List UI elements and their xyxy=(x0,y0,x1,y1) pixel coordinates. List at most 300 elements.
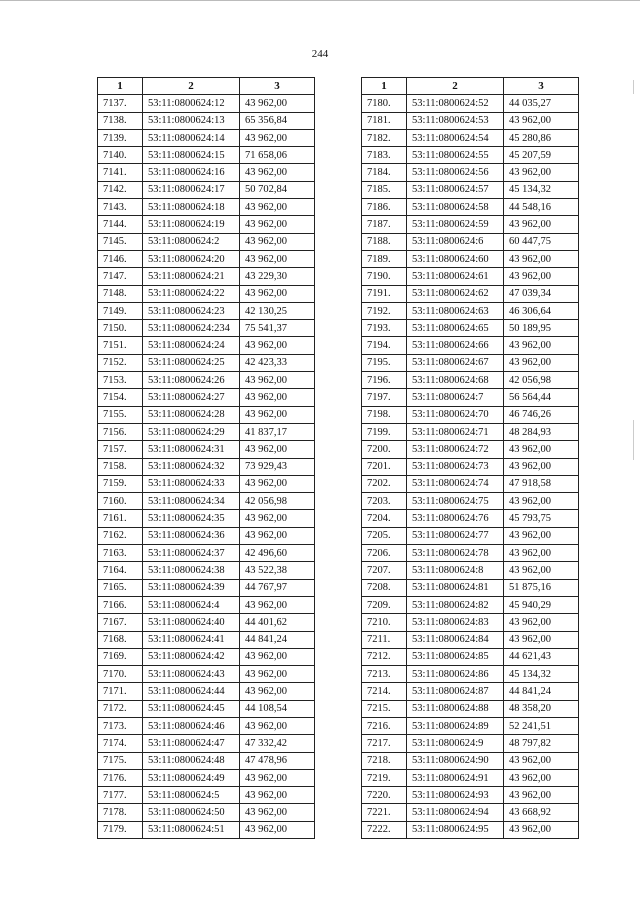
value-cell: 45 134,32 xyxy=(504,666,579,683)
value-cell: 43 668,92 xyxy=(504,804,579,821)
cadastral-number-cell: 53:11:0800624:49 xyxy=(143,769,240,786)
value-cell: 43 962,00 xyxy=(240,372,315,389)
table-row xyxy=(98,302,315,319)
row-number-cell: 7151. xyxy=(98,337,143,354)
cadastral-number-cell: 53:11:0800624:25 xyxy=(143,354,240,371)
table-row xyxy=(98,683,315,700)
scan-top-edge xyxy=(0,0,640,4)
table-row xyxy=(362,527,579,544)
value-cell: 41 837,17 xyxy=(240,423,315,440)
cadastral-number-cell: 53:11:0800624:68 xyxy=(407,372,504,389)
table-row xyxy=(362,372,579,389)
value-cell: 43 962,00 xyxy=(240,683,315,700)
table-row xyxy=(98,700,315,717)
row-number-cell: 7218. xyxy=(362,752,407,769)
row-number-cell: 7146. xyxy=(98,250,143,267)
cadastral-number-cell: 53:11:0800624:54 xyxy=(407,129,504,146)
row-number-cell: 7170. xyxy=(98,666,143,683)
table-row xyxy=(98,475,315,492)
cadastral-number-cell: 53:11:0800624:60 xyxy=(407,250,504,267)
value-cell: 42 056,98 xyxy=(504,372,579,389)
table-row xyxy=(362,354,579,371)
value-cell: 47 918,58 xyxy=(504,475,579,492)
table-row xyxy=(362,631,579,648)
table-row xyxy=(98,320,315,337)
cadastral-number-cell: 53:11:0800624:5 xyxy=(143,787,240,804)
value-cell: 43 962,00 xyxy=(240,666,315,683)
cadastral-number-cell: 53:11:0800624:94 xyxy=(407,804,504,821)
cadastral-number-cell: 53:11:0800624:74 xyxy=(407,475,504,492)
row-number-cell: 7176. xyxy=(98,769,143,786)
table-row xyxy=(362,493,579,510)
table-row xyxy=(362,752,579,769)
row-number-cell: 7174. xyxy=(98,735,143,752)
value-cell: 46 746,26 xyxy=(504,406,579,423)
table-row xyxy=(98,579,315,596)
cadastral-number-cell: 53:11:0800624:23 xyxy=(143,302,240,319)
cadastral-number-cell: 53:11:0800624:67 xyxy=(407,354,504,371)
value-cell: 42 056,98 xyxy=(240,493,315,510)
table-row xyxy=(362,666,579,683)
cadastral-number-cell: 53:11:0800624:12 xyxy=(143,95,240,112)
table-row xyxy=(98,112,315,129)
row-number-cell: 7137. xyxy=(98,95,143,112)
row-number-cell: 7215. xyxy=(362,700,407,717)
table-row xyxy=(362,423,579,440)
row-number-cell: 7214. xyxy=(362,683,407,700)
row-number-cell: 7158. xyxy=(98,458,143,475)
registry-table-right xyxy=(361,77,579,839)
row-number-cell: 7144. xyxy=(98,216,143,233)
value-cell: 43 962,00 xyxy=(240,527,315,544)
row-number-cell: 7147. xyxy=(98,268,143,285)
value-cell: 43 962,00 xyxy=(240,129,315,146)
table-row xyxy=(362,164,579,181)
row-number-cell: 7210. xyxy=(362,614,407,631)
table-header-row xyxy=(98,78,315,95)
table-row xyxy=(98,527,315,544)
value-cell: 42 130,25 xyxy=(240,302,315,319)
cadastral-number-cell: 53:11:0800624:63 xyxy=(407,302,504,319)
cadastral-number-cell: 53:11:0800624:26 xyxy=(143,372,240,389)
value-cell: 43 962,00 xyxy=(504,250,579,267)
cadastral-number-cell: 53:11:0800624:15 xyxy=(143,147,240,164)
cadastral-number-cell: 53:11:0800624:57 xyxy=(407,181,504,198)
row-number-cell: 7168. xyxy=(98,631,143,648)
cadastral-number-cell: 53:11:0800624:62 xyxy=(407,285,504,302)
value-cell: 56 564,44 xyxy=(504,389,579,406)
row-number-cell: 7179. xyxy=(98,821,143,838)
row-number-cell: 7197. xyxy=(362,389,407,406)
cadastral-number-cell: 53:11:0800624:7 xyxy=(407,389,504,406)
row-number-cell: 7172. xyxy=(98,700,143,717)
cadastral-number-cell: 53:11:0800624:72 xyxy=(407,441,504,458)
value-cell: 43 962,00 xyxy=(240,164,315,181)
value-cell: 43 962,00 xyxy=(504,821,579,838)
cadastral-number-cell: 53:11:0800624:34 xyxy=(143,493,240,510)
value-cell: 65 356,84 xyxy=(240,112,315,129)
value-cell: 45 134,32 xyxy=(504,181,579,198)
table-row xyxy=(98,752,315,769)
row-number-cell: 7160. xyxy=(98,493,143,510)
table-row xyxy=(362,821,579,838)
value-cell: 73 929,43 xyxy=(240,458,315,475)
value-cell: 43 962,00 xyxy=(504,112,579,129)
table-row xyxy=(98,268,315,285)
value-cell: 44 548,16 xyxy=(504,199,579,216)
table-row xyxy=(98,821,315,838)
value-cell: 60 447,75 xyxy=(504,233,579,250)
row-number-cell: 7191. xyxy=(362,285,407,302)
row-number-cell: 7183. xyxy=(362,147,407,164)
table-row xyxy=(362,216,579,233)
value-cell: 43 962,00 xyxy=(504,216,579,233)
table-row xyxy=(98,493,315,510)
row-number-cell: 7189. xyxy=(362,250,407,267)
table-row xyxy=(98,510,315,527)
value-cell: 44 841,24 xyxy=(240,631,315,648)
row-number-cell: 7195. xyxy=(362,354,407,371)
row-number-cell: 7190. xyxy=(362,268,407,285)
cadastral-number-cell: 53:11:0800624:82 xyxy=(407,596,504,613)
row-number-cell: 7159. xyxy=(98,475,143,492)
value-cell: 50 189,95 xyxy=(504,320,579,337)
cadastral-number-cell: 53:11:0800624:75 xyxy=(407,493,504,510)
cadastral-number-cell: 53:11:0800624:42 xyxy=(143,648,240,665)
cadastral-number-cell: 53:11:0800624:19 xyxy=(143,216,240,233)
row-number-cell: 7149. xyxy=(98,302,143,319)
cadastral-number-cell: 53:11:0800624:45 xyxy=(143,700,240,717)
table-row xyxy=(98,233,315,250)
value-cell: 43 962,00 xyxy=(504,545,579,562)
value-cell: 43 522,38 xyxy=(240,562,315,579)
row-number-cell: 7143. xyxy=(98,199,143,216)
cadastral-number-cell: 53:11:0800624:234 xyxy=(143,320,240,337)
table-row xyxy=(362,302,579,319)
value-cell: 43 962,00 xyxy=(504,787,579,804)
value-cell: 43 962,00 xyxy=(240,95,315,112)
value-cell: 43 962,00 xyxy=(240,804,315,821)
row-number-cell: 7205. xyxy=(362,527,407,544)
value-cell: 47 332,42 xyxy=(240,735,315,752)
value-cell: 47 478,96 xyxy=(240,752,315,769)
cadastral-number-cell: 53:11:0800624:32 xyxy=(143,458,240,475)
value-cell: 42 423,33 xyxy=(240,354,315,371)
value-cell: 45 793,75 xyxy=(504,510,579,527)
row-number-cell: 7169. xyxy=(98,648,143,665)
row-number-cell: 7188. xyxy=(362,233,407,250)
value-cell: 45 280,86 xyxy=(504,129,579,146)
row-number-cell: 7139. xyxy=(98,129,143,146)
value-cell: 46 306,64 xyxy=(504,302,579,319)
registry-table-left xyxy=(97,77,315,839)
cadastral-number-cell: 53:11:0800624:47 xyxy=(143,735,240,752)
cadastral-number-cell: 53:11:0800624:21 xyxy=(143,268,240,285)
value-cell: 42 496,60 xyxy=(240,545,315,562)
table-row xyxy=(362,112,579,129)
cadastral-number-cell: 53:11:0800624:95 xyxy=(407,821,504,838)
value-cell: 43 962,00 xyxy=(504,614,579,631)
row-number-cell: 7152. xyxy=(98,354,143,371)
value-cell: 48 284,93 xyxy=(504,423,579,440)
row-number-cell: 7200. xyxy=(362,441,407,458)
cadastral-number-cell: 53:11:0800624:39 xyxy=(143,579,240,596)
table-row xyxy=(362,562,579,579)
table-row xyxy=(98,804,315,821)
value-cell: 44 108,54 xyxy=(240,700,315,717)
row-number-cell: 7154. xyxy=(98,389,143,406)
value-cell: 43 962,00 xyxy=(504,441,579,458)
row-number-cell: 7222. xyxy=(362,821,407,838)
cadastral-number-cell: 53:11:0800624:51 xyxy=(143,821,240,838)
value-cell: 43 229,30 xyxy=(240,268,315,285)
row-number-cell: 7141. xyxy=(98,164,143,181)
table-row xyxy=(362,181,579,198)
row-number-cell: 7207. xyxy=(362,562,407,579)
cadastral-number-cell: 53:11:0800624:44 xyxy=(143,683,240,700)
cadastral-number-cell: 53:11:0800624:14 xyxy=(143,129,240,146)
row-number-cell: 7175. xyxy=(98,752,143,769)
row-number-cell: 7213. xyxy=(362,666,407,683)
value-cell: 43 962,00 xyxy=(504,493,579,510)
cadastral-number-cell: 53:11:0800624:52 xyxy=(407,95,504,112)
value-cell: 75 541,37 xyxy=(240,320,315,337)
cadastral-number-cell: 53:11:0800624:20 xyxy=(143,250,240,267)
cadastral-number-cell: 53:11:0800624:36 xyxy=(143,527,240,544)
table-row xyxy=(362,268,579,285)
cadastral-number-cell: 53:11:0800624:46 xyxy=(143,717,240,734)
table-row xyxy=(362,320,579,337)
row-number-cell: 7204. xyxy=(362,510,407,527)
row-number-cell: 7163. xyxy=(98,545,143,562)
table-row xyxy=(98,562,315,579)
table-row xyxy=(98,285,315,302)
cadastral-number-cell: 53:11:0800624:6 xyxy=(407,233,504,250)
cadastral-number-cell: 53:11:0800624:2 xyxy=(143,233,240,250)
table-row xyxy=(362,233,579,250)
value-cell: 44 401,62 xyxy=(240,614,315,631)
cadastral-number-cell: 53:11:0800624:28 xyxy=(143,406,240,423)
value-cell: 43 962,00 xyxy=(240,821,315,838)
value-cell: 43 962,00 xyxy=(240,475,315,492)
value-cell: 48 358,20 xyxy=(504,700,579,717)
table-row xyxy=(98,337,315,354)
value-cell: 43 962,00 xyxy=(240,233,315,250)
row-number-cell: 7156. xyxy=(98,423,143,440)
table-row xyxy=(362,579,579,596)
cadastral-number-cell: 53:11:0800624:91 xyxy=(407,769,504,786)
value-cell: 47 039,34 xyxy=(504,285,579,302)
cadastral-number-cell: 53:11:0800624:77 xyxy=(407,527,504,544)
cadastral-number-cell: 53:11:0800624:33 xyxy=(143,475,240,492)
column-header-value: 3 xyxy=(504,78,579,95)
value-cell: 43 962,00 xyxy=(504,631,579,648)
scan-edge-mark xyxy=(633,420,634,460)
value-cell: 50 702,84 xyxy=(240,181,315,198)
row-number-cell: 7182. xyxy=(362,129,407,146)
cadastral-number-cell: 53:11:0800624:73 xyxy=(407,458,504,475)
value-cell: 44 621,43 xyxy=(504,648,579,665)
row-number-cell: 7148. xyxy=(98,285,143,302)
value-cell: 44 035,27 xyxy=(504,95,579,112)
cadastral-number-cell: 53:11:0800624:59 xyxy=(407,216,504,233)
cadastral-number-cell: 53:11:0800624:16 xyxy=(143,164,240,181)
table-row xyxy=(362,441,579,458)
column-header-cadastral: 2 xyxy=(143,78,240,95)
table-row xyxy=(362,700,579,717)
row-number-cell: 7171. xyxy=(98,683,143,700)
table-row xyxy=(362,735,579,752)
table-row xyxy=(98,406,315,423)
row-number-cell: 7165. xyxy=(98,579,143,596)
table-row xyxy=(98,441,315,458)
row-number-cell: 7192. xyxy=(362,302,407,319)
cadastral-number-cell: 53:11:0800624:90 xyxy=(407,752,504,769)
table-row xyxy=(362,337,579,354)
value-cell: 43 962,00 xyxy=(240,769,315,786)
row-number-cell: 7155. xyxy=(98,406,143,423)
column-header-cadastral: 2 xyxy=(407,78,504,95)
cadastral-number-cell: 53:11:0800624:37 xyxy=(143,545,240,562)
table-row xyxy=(98,250,315,267)
cadastral-number-cell: 53:11:0800624:24 xyxy=(143,337,240,354)
cadastral-number-cell: 53:11:0800624:87 xyxy=(407,683,504,700)
value-cell: 43 962,00 xyxy=(240,199,315,216)
table-row xyxy=(362,475,579,492)
value-cell: 43 962,00 xyxy=(240,337,315,354)
value-cell: 43 962,00 xyxy=(504,527,579,544)
row-number-cell: 7194. xyxy=(362,337,407,354)
table-row xyxy=(98,95,315,112)
cadastral-number-cell: 53:11:0800624:58 xyxy=(407,199,504,216)
row-number-cell: 7201. xyxy=(362,458,407,475)
table-row xyxy=(362,250,579,267)
value-cell: 43 962,00 xyxy=(240,406,315,423)
cadastral-number-cell: 53:11:0800624:41 xyxy=(143,631,240,648)
value-cell: 43 962,00 xyxy=(504,354,579,371)
cadastral-number-cell: 53:11:0800624:78 xyxy=(407,545,504,562)
table-row xyxy=(362,787,579,804)
table-row xyxy=(98,666,315,683)
table-row xyxy=(362,648,579,665)
row-number-cell: 7142. xyxy=(98,181,143,198)
value-cell: 44 767,97 xyxy=(240,579,315,596)
row-number-cell: 7193. xyxy=(362,320,407,337)
cadastral-number-cell: 53:11:0800624:89 xyxy=(407,717,504,734)
table-row xyxy=(98,129,315,146)
value-cell: 43 962,00 xyxy=(240,389,315,406)
table-row xyxy=(98,769,315,786)
table-row xyxy=(362,510,579,527)
cadastral-number-cell: 53:11:0800624:70 xyxy=(407,406,504,423)
row-number-cell: 7157. xyxy=(98,441,143,458)
table-row xyxy=(98,216,315,233)
cadastral-number-cell: 53:11:0800624:61 xyxy=(407,268,504,285)
row-number-cell: 7211. xyxy=(362,631,407,648)
row-number-cell: 7140. xyxy=(98,147,143,164)
row-number-cell: 7177. xyxy=(98,787,143,804)
table-row xyxy=(98,147,315,164)
cadastral-number-cell: 53:11:0800624:29 xyxy=(143,423,240,440)
cadastral-number-cell: 53:11:0800624:93 xyxy=(407,787,504,804)
table-header-row xyxy=(362,78,579,95)
table-row xyxy=(98,614,315,631)
table-row xyxy=(362,129,579,146)
row-number-cell: 7164. xyxy=(98,562,143,579)
value-cell: 43 962,00 xyxy=(240,250,315,267)
table-row xyxy=(98,458,315,475)
cadastral-number-cell: 53:11:0800624:18 xyxy=(143,199,240,216)
value-cell: 43 962,00 xyxy=(240,717,315,734)
row-number-cell: 7199. xyxy=(362,423,407,440)
cadastral-number-cell: 53:11:0800624:65 xyxy=(407,320,504,337)
cadastral-number-cell: 53:11:0800624:35 xyxy=(143,510,240,527)
value-cell: 43 962,00 xyxy=(504,562,579,579)
table-row xyxy=(362,717,579,734)
row-number-cell: 7217. xyxy=(362,735,407,752)
table-row xyxy=(98,545,315,562)
row-number-cell: 7209. xyxy=(362,596,407,613)
table-row xyxy=(362,804,579,821)
table-row xyxy=(98,181,315,198)
cadastral-number-cell: 53:11:0800624:56 xyxy=(407,164,504,181)
value-cell: 52 241,51 xyxy=(504,717,579,734)
table-row xyxy=(98,631,315,648)
cadastral-number-cell: 53:11:0800624:48 xyxy=(143,752,240,769)
value-cell: 45 207,59 xyxy=(504,147,579,164)
table-row xyxy=(98,389,315,406)
row-number-cell: 7167. xyxy=(98,614,143,631)
value-cell: 48 797,82 xyxy=(504,735,579,752)
value-cell: 71 658,06 xyxy=(240,147,315,164)
cadastral-number-cell: 53:11:0800624:84 xyxy=(407,631,504,648)
value-cell: 43 962,00 xyxy=(240,787,315,804)
cadastral-number-cell: 53:11:0800624:71 xyxy=(407,423,504,440)
cadastral-number-cell: 53:11:0800624:53 xyxy=(407,112,504,129)
table-row xyxy=(98,717,315,734)
row-number-cell: 7162. xyxy=(98,527,143,544)
value-cell: 43 962,00 xyxy=(504,164,579,181)
value-cell: 43 962,00 xyxy=(504,337,579,354)
table-row xyxy=(362,285,579,302)
column-header-number: 1 xyxy=(362,78,407,95)
cadastral-number-cell: 53:11:0800624:9 xyxy=(407,735,504,752)
cadastral-number-cell: 53:11:0800624:76 xyxy=(407,510,504,527)
row-number-cell: 7153. xyxy=(98,372,143,389)
row-number-cell: 7221. xyxy=(362,804,407,821)
row-number-cell: 7206. xyxy=(362,545,407,562)
column-header-number: 1 xyxy=(98,78,143,95)
row-number-cell: 7145. xyxy=(98,233,143,250)
value-cell: 43 962,00 xyxy=(240,441,315,458)
row-number-cell: 7138. xyxy=(98,112,143,129)
row-number-cell: 7220. xyxy=(362,787,407,804)
table-row xyxy=(362,458,579,475)
cadastral-number-cell: 53:11:0800624:31 xyxy=(143,441,240,458)
row-number-cell: 7166. xyxy=(98,596,143,613)
row-number-cell: 7212. xyxy=(362,648,407,665)
row-number-cell: 7185. xyxy=(362,181,407,198)
cadastral-number-cell: 53:11:0800624:88 xyxy=(407,700,504,717)
table-row xyxy=(362,545,579,562)
table-row xyxy=(362,406,579,423)
table-row xyxy=(98,648,315,665)
cadastral-number-cell: 53:11:0800624:83 xyxy=(407,614,504,631)
row-number-cell: 7178. xyxy=(98,804,143,821)
table-row xyxy=(362,614,579,631)
cadastral-number-cell: 53:11:0800624:85 xyxy=(407,648,504,665)
table-row xyxy=(98,372,315,389)
